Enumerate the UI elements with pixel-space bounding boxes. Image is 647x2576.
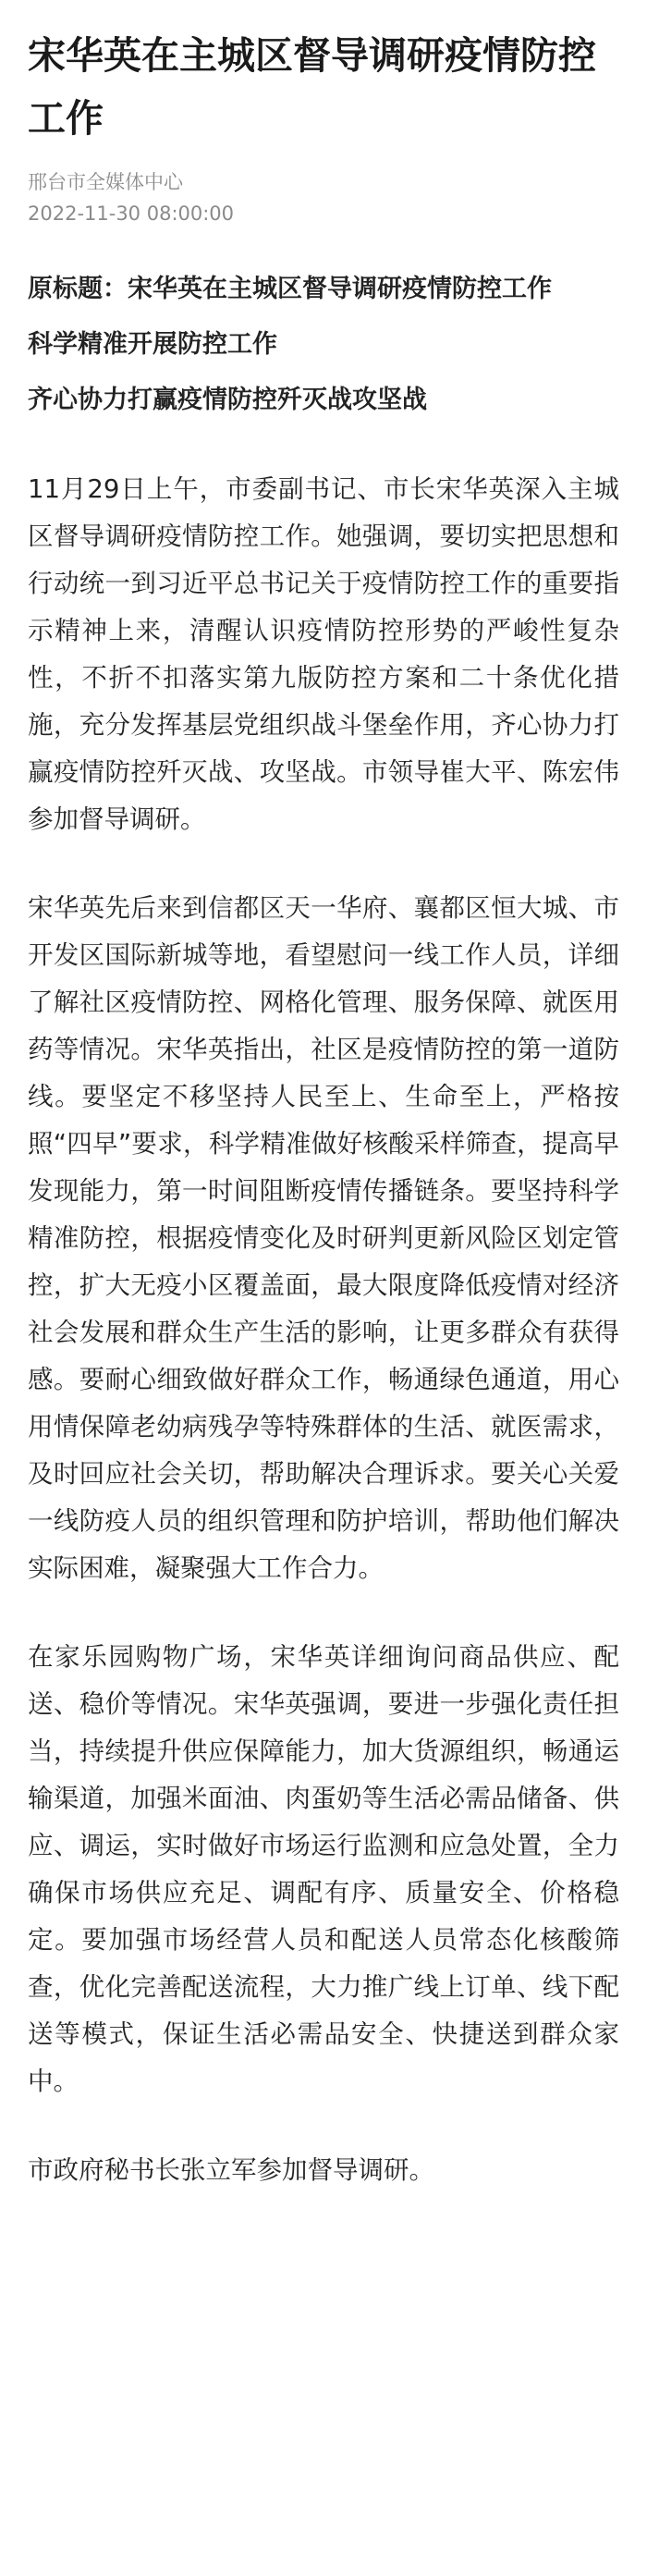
article-body	[28, 466, 619, 2194]
section-spacer	[28, 433, 619, 466]
paragraph-4: 市政府秘书长张立军参加督导调研。	[28, 2155, 434, 2185]
original-title: 原标题：宋华英在主城区督导调研疫情防控工作	[28, 275, 552, 303]
article-date: 2022-11-30 08:00:00	[28, 202, 235, 225]
paragraph-3: 在家乐园购物广场，宋华英详细询问商品供应、配送、稳价等情况。宋华英强调，要进一步强化责任担当，持续提升供应保障能力，加大货源组织，畅通运输渠道，加强米面油、肉蛋奶等生活必需品储备、供应、调运，实时做好市场运行监测和应急处置，全力确保市场供应充足、调配有序、质量安全、价格稳定。要加强市场经营人员和配送人员常态化核酸筛查，优化完善配送流程，大力推广线上订单、线下配送等模式，保证生活必需品安全、快捷送到群众家中。	[28, 1642, 619, 2096]
article-source[interactable]: 邢台市全媒体中心	[28, 171, 183, 193]
article-title: 宋华英在主城区督导调研疫情防控工作	[28, 33, 596, 141]
article-subtitle-2: 齐心协力打赢疫情防控歼灭战攻坚战	[28, 386, 427, 414]
paragraph-1: 11月29日上午，市委副书记、市长宋华英深入主城区督导调研疫情防控工作。她强调，要切实把思想和行动统一到习近平总书记关于疫情防控工作的重要指示精神上来，清醒认识疫情防控形势的严峻性复杂性，不折不扣落实第九版防控方案和二十条优化措施，充分发挥基层党组织战斗堡垒作用，齐心协力打赢疫情防控歼灭战、攻坚战。市领导崔大平、陈宏伟参加督导调研。	[28, 474, 619, 834]
paragraph-2: 宋华英先后来到信都区天一华府、襄都区恒大城、市开发区国际新城等地，看望慰问一线工作人员，详细了解社区疫情防控、网格化管理、服务保障、就医用药等情况。宋华英指出，社区是疫情防控的第一道防线。要坚定不移坚持人民至上、生命至上，严格按照“四早”要求，科学精准做好核酸采样筛查，提高早发现能力，第一时间阻断疫情传播链条。要坚持科学精准防控，根据疫情变化及时研判更新风险区划定管控，扩大无疫小区覆盖面，最大限度降低疫情对经济社会发展和群众生产生活的影响，让更多群众有获得感。要耐心细致做好群众工作，畅通绿色通道，用心用情保障老幼病残孕等特殊群体的生活、就医需求，及时回应社会关切，帮助解决合理诉求。要关心关爱一线防疫人员的组织管理和防护培训，帮助他们解决实际困难，凝聚强大工作合力。	[28, 893, 619, 1583]
article-subtitle-1: 科学精准开展防控工作	[28, 330, 277, 359]
